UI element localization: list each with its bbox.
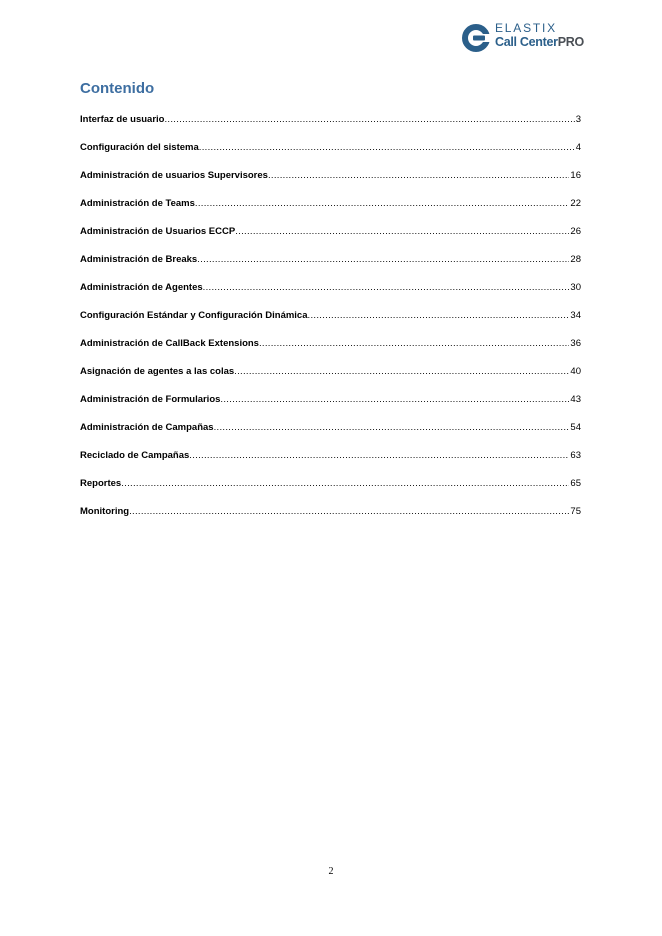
toc-dot-leader xyxy=(234,365,569,379)
toc-dot-leader xyxy=(268,169,569,183)
toc-entry-page: 65 xyxy=(570,478,581,489)
toc-entry[interactable] xyxy=(80,309,581,337)
toc-dot-leader xyxy=(121,477,569,491)
toc-entry-page: 75 xyxy=(570,506,581,517)
toc-entry-page: 16 xyxy=(570,170,581,181)
toc-entry-page: 3 xyxy=(575,114,581,125)
toc-entry-page: 40 xyxy=(570,366,581,377)
toc-entry-page: 26 xyxy=(570,226,581,237)
toc-entry[interactable] xyxy=(80,393,581,421)
toc-entry[interactable] xyxy=(80,253,581,281)
toc-entry-page: 54 xyxy=(570,422,581,433)
toc-dot-leader xyxy=(164,113,574,127)
toc-entry-label: Asignación de agentes a las colas xyxy=(80,366,235,377)
toc-entry-label: Configuración del sistema xyxy=(80,142,199,153)
toc-entry-label: Administración de Breaks xyxy=(80,254,198,265)
toc-entry-page: 28 xyxy=(570,254,581,265)
toc-dot-leader xyxy=(189,449,569,463)
toc-entry-label: Administración de Agentes xyxy=(80,282,203,293)
toc-entry[interactable] xyxy=(80,449,581,477)
toc-entry-page: 36 xyxy=(570,338,581,349)
logo-text-callcenter xyxy=(495,35,584,49)
toc-entry[interactable] xyxy=(80,337,581,365)
toc-entry[interactable] xyxy=(80,477,581,505)
toc-entry[interactable] xyxy=(80,225,581,253)
toc-entry[interactable] xyxy=(80,505,581,533)
toc-entry[interactable] xyxy=(80,197,581,225)
toc-dot-leader xyxy=(214,421,570,435)
logo-text-elastix: ELASTIX xyxy=(495,21,557,35)
logo-pro-word: PRO xyxy=(557,35,584,49)
toc-entry-page: 34 xyxy=(570,310,581,321)
toc-entry-label: Administración de Campañas xyxy=(80,422,214,433)
toc-dot-leader xyxy=(195,197,570,211)
toc-entry-label: Reciclado de Campañas xyxy=(80,450,190,461)
toc-dot-leader xyxy=(197,253,569,267)
elastix-callcenter-logo xyxy=(461,20,584,54)
toc-entry[interactable] xyxy=(80,281,581,309)
toc-entry[interactable] xyxy=(80,113,581,141)
toc-entry-label: Administración de Teams xyxy=(80,198,195,209)
toc-entry-label: Administración de CallBack Extensions xyxy=(80,338,259,349)
toc-entry[interactable] xyxy=(80,365,581,393)
toc-entry-label: Configuración Estándar y Configuración Dinámica xyxy=(80,310,308,321)
toc-entry-label: Administración de Usuarios ECCP xyxy=(80,226,236,237)
toc-dot-leader xyxy=(235,225,569,239)
toc-dot-leader xyxy=(199,141,575,155)
toc-entry-page: 63 xyxy=(570,450,581,461)
toc-entry[interactable] xyxy=(80,421,581,449)
toc-entry-page: 30 xyxy=(570,282,581,293)
table-of-contents xyxy=(80,113,581,533)
toc-entry-label: Administración de usuarios Supervisores xyxy=(80,170,268,181)
toc-entry-label: Reportes xyxy=(80,478,122,489)
toc-dot-leader xyxy=(129,505,569,519)
toc-entry[interactable] xyxy=(80,169,581,197)
logo-callcenter-word: Call Center xyxy=(495,35,558,49)
toc-entry-page: 22 xyxy=(570,198,581,209)
toc-dot-leader xyxy=(259,337,569,351)
toc-entry-page: 4 xyxy=(575,142,581,153)
toc-entry[interactable] xyxy=(80,141,581,169)
elastix-logo-icon xyxy=(461,23,491,53)
toc-entry-label: Administración de Formularios xyxy=(80,394,221,405)
toc-title: Contenido xyxy=(80,80,155,97)
toc-dot-leader xyxy=(203,281,570,295)
toc-entry-label: Monitoring xyxy=(80,506,130,517)
toc-dot-leader xyxy=(220,393,569,407)
page-number: 2 xyxy=(328,866,334,877)
toc-dot-leader xyxy=(308,309,570,323)
toc-entry-page: 43 xyxy=(570,394,581,405)
toc-entry-label: Interfaz de usuario xyxy=(80,114,165,125)
